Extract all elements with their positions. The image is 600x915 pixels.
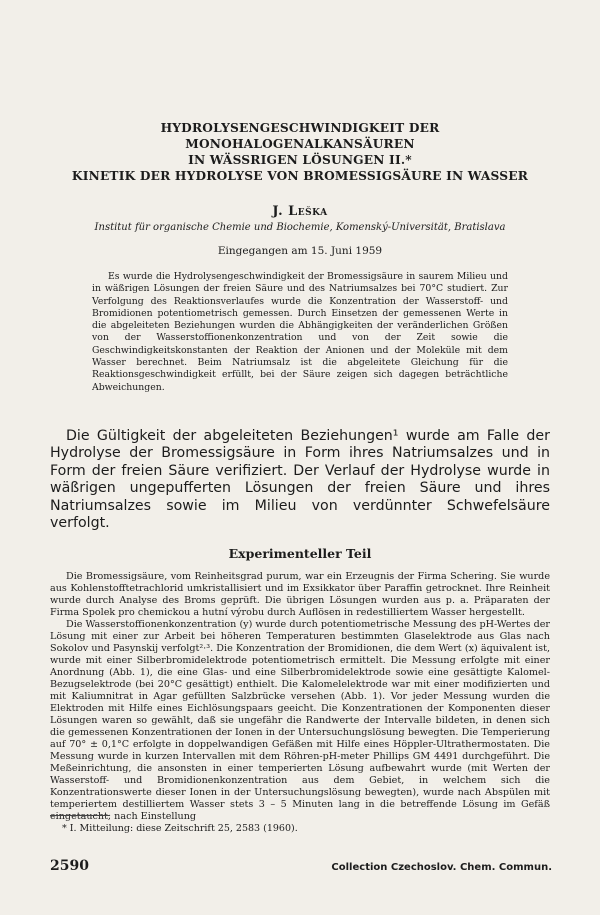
author-name: J. Leška — [272, 204, 328, 219]
section-heading: Experimenteller Teil — [228, 546, 372, 562]
lead-paragraph: Die Gültigkeit der abgeleiteten Beziehungen¹ wurde am Falle der Hydrolyse der Bromessigsäure in Form ihres Natriumsalzes und in Form der freien Säure verifiziert. Der Verlauf der Hydrolyse wurde in wäßrigen ungepufferten Lösungen der freien Säure und ihres Natriumsalzes sowie im Milieu von verdünnter Schwefelsäure verfolgt. — [50, 427, 550, 531]
paper-title — [50, 120, 550, 184]
body-paragraph: Die Bromessigsäure, vom Reinheitsgrad purum, war ein Erzeugnis der Firma Schering. Sie wurde aus Kohlenstofftetrachlorid umkristallisiert und im Exsikkator über Paraffin getrocknet. Ihre Reinheit wurde durch Analyse des Broms geprüft. Die übrigen Lösungen wurden aus p. a. Präparaten der Firma Spolek pro chemickou a hutní výrobu durch Auflösen in redestilliertem Wasser hergestellt. — [50, 571, 550, 619]
page-number: 2590 — [50, 858, 89, 874]
received-date: Eingegangen am 15. Juni 1959 — [217, 245, 383, 257]
footnote-rule — [50, 815, 110, 816]
body-paragraph: Die Wasserstoffionenkonzentration (y) wurde durch potentiometrische Messung des pH-Wertes der Lösung mit einer zur Arbeit bei höheren Temperaturen bestimmten Glaselektrode aus Glas nach Sokolov und Pasynskij verfolgt²·³. Die Konzentration der Bromidionen, die dem Wert (x) äquivalent ist, wurde mit einer Silberbromidelektrode potentiometrisch ermittelt. Die Messung erfolgte mit einer Anordnung (Abb. 1), die eine Glas- und eine Silberbromidelektrode sowie eine gesättigte Kalomel-Bezugselektrode (bei 20°C gesättigt) enthielt. Die Kalomelelektrode war mit einer modifizierten und mit Kaliumnitrat in Agar gefüllten Salzbrücke versehen (Abb. 1). Vor jeder Messung wurden die Elektroden mit Hilfe eines Eichlösungspaars geeicht. Die Konzentrationen der Komponenten dieser Lösungen waren so gewählt, daß sie ungefähr die Randwerte der Intervalle bildeten, in denen sich die gemessenen Konzentrationen der Ionen in der Untersuchungslösung bewegten. Die Temperierung auf 70° ± 0,1°C erfolgte in doppelwandigen Gefäßen mit Hilfe eines Höppler-Ultrathermostaten. Die Messung wurde in kurzen Intervallen mit dem Röhren-pH-meter Phillips GM 4491 durchgeführt. Die Meßeinrichtung, die ansonsten in einer temperierten Lösung aufbewahrt wurde (mit Werten der Wasserstoff- und Bromidionenkonzentration aus dem Gebiet, in welchem sich die Konzentrationswerte dieser Ionen in der Untersuchungslösung bewegten), wurde nach Abspülen mit temperiertem destilliertem Wasser stets 3 – 5 Minuten lang in die betreffende Lösung im Gefäß eingetaucht; nach Einstellung — [50, 619, 550, 823]
journal-name: Collection Czechoslov. Chem. Commun. — [331, 862, 552, 873]
title-line-2: IN WÄSSRIGEN LÖSUNGEN II.* — [188, 153, 412, 167]
author-affiliation: Institut für organische Chemie und Biochemie, Komenský-Universität, Bratislava — [94, 222, 506, 233]
body-text — [50, 571, 550, 823]
abstract: Es wurde die Hydrolysengeschwindigkeit der Bromessigsäure in saurem Milieu und in wäßrigen Lösungen der freien Säure und des Natriumsalzes bei 70°C studiert. Zur Verfolgung des Reaktionsverlaufes wurde die Konzentration der Wasserstoff- und Bromidionen potentiometrisch gemessen. Durch Einsetzen der gemessenen Werte in die abgeleiteten Beziehungen wurden die Abhängigkeiten der veränderlichen Größen von der Wasserstoffionenkonzentration und von der Zeit sowie die Geschwindigkeitskonstanten der Reaktion der Anionen und der Moleküle mit dem Wasser berechnet. Beim Natriumsalz ist die abgeleitete Gleichung für die Reaktionsgeschwindigkeit erfüllt, bei der Säure zeigen sich dagegen beträchtliche Abweichungen. — [92, 271, 508, 393]
title-line-3: KINETIK DER HYDROLYSE VON BROMESSIGSÄURE IN WASSER — [71, 169, 529, 183]
footnote: * I. Mitteilung: diese Zeitschrift 25, 2583 (1960). — [62, 823, 298, 834]
title-line-1: HYDROLYSENGESCHWINDIGKEIT DER MONOHALOGENALKANSÄUREN — [160, 121, 440, 151]
